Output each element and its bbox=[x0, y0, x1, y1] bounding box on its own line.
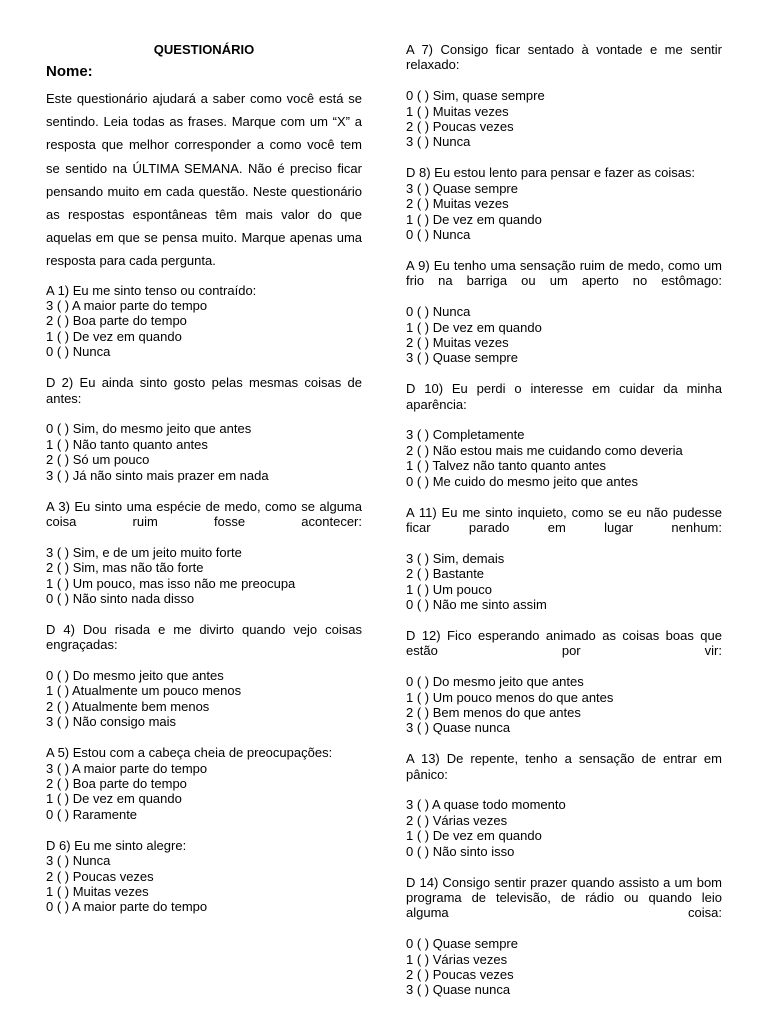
question-text: D 10) Eu perdi o interesse em cuidar da minha aparência: bbox=[406, 381, 722, 412]
answer-option[interactable]: 2 ( ) Poucas vezes bbox=[406, 119, 514, 135]
question-a13 bbox=[406, 751, 722, 859]
answer-option[interactable]: 3 ( ) Quase sempre bbox=[406, 180, 518, 196]
answer-option[interactable]: 1 ( ) Um pouco, mas isso não me preocupa bbox=[46, 575, 296, 591]
answer-option[interactable]: 2 ( ) Várias vezes bbox=[406, 812, 508, 828]
left-column bbox=[46, 42, 362, 930]
answer-option[interactable]: 2 ( ) Muitas vezes bbox=[406, 196, 509, 212]
answer-option[interactable]: 0 ( ) Raramente bbox=[46, 806, 138, 822]
answer-option[interactable]: 1 ( ) Não tanto quanto antes bbox=[46, 436, 208, 452]
question-a7 bbox=[406, 42, 722, 150]
answer-option[interactable]: 3 ( ) Sim, e de um jeito muito forte bbox=[46, 544, 242, 560]
question-d14 bbox=[406, 875, 722, 998]
question-text: D 6) Eu me sinto alegre: bbox=[46, 837, 187, 853]
answer-option[interactable]: 0 ( ) Do mesmo jeito que antes bbox=[46, 668, 224, 684]
question-a5 bbox=[46, 745, 362, 822]
page-title: QUESTIONÁRIO bbox=[153, 42, 255, 57]
answer-option[interactable]: 0 ( ) Quase sempre bbox=[406, 936, 518, 952]
answer-option[interactable]: 0 ( ) Não sinto nada disso bbox=[46, 590, 195, 606]
answer-option[interactable]: 3 ( ) Nunca bbox=[406, 134, 471, 150]
answer-option[interactable]: 3 ( ) Completamente bbox=[406, 427, 525, 443]
answer-option[interactable]: 3 ( ) Quase nunca bbox=[406, 982, 511, 998]
question-text: A 7) Consigo ficar sentado à vontade e me sentir relaxado: bbox=[406, 42, 722, 73]
answer-option[interactable]: 3 ( ) Sim, demais bbox=[406, 550, 505, 566]
answer-option[interactable]: 0 ( ) A maior parte do tempo bbox=[46, 899, 208, 915]
answer-option[interactable]: 1 ( ) Talvez não tanto quanto antes bbox=[406, 458, 606, 474]
answer-option[interactable]: 0 ( ) Nunca bbox=[406, 226, 471, 242]
answer-option[interactable]: 0 ( ) Me cuido do mesmo jeito que antes bbox=[406, 473, 638, 489]
question-text: A 11) Eu me sinto inquieto, como se eu não pudesse ficar parado em lugar nenhum: bbox=[406, 504, 722, 535]
answer-option[interactable]: 0 ( ) Sim, quase sempre bbox=[406, 88, 545, 104]
answer-option[interactable]: 0 ( ) Nunca bbox=[406, 304, 471, 320]
answer-option[interactable]: 1 ( ) Muitas vezes bbox=[46, 883, 149, 899]
question-text: A 9) Eu tenho uma sensação ruim de medo, como um frio na barriga ou um aperto no estômago: bbox=[406, 257, 722, 289]
answer-option[interactable]: 3 ( ) A quase todo momento bbox=[406, 797, 566, 813]
answer-option[interactable]: 2 ( ) Poucas vezes bbox=[46, 868, 154, 884]
answer-option[interactable]: 1 ( ) Várias vezes bbox=[406, 951, 508, 967]
question-a1 bbox=[46, 283, 362, 360]
answer-option[interactable]: 2 ( ) Poucas vezes bbox=[406, 967, 514, 983]
question-text: D 4) Dou risada e me divirto quando vejo coisas engraçadas: bbox=[46, 621, 362, 653]
question-d6 bbox=[46, 838, 362, 915]
answer-option[interactable]: 3 ( ) Quase sempre bbox=[406, 350, 518, 366]
answer-option[interactable]: 2 ( ) Bem menos do que antes bbox=[406, 704, 581, 720]
answer-option[interactable]: 1 ( ) De vez em quando bbox=[406, 828, 542, 844]
answer-option[interactable]: 2 ( ) Boa parte do tempo bbox=[46, 776, 187, 791]
question-d8 bbox=[406, 165, 722, 242]
answer-option[interactable]: 1 ( ) De vez em quando bbox=[46, 791, 182, 807]
question-text: D 2) Eu ainda sinto gosto pelas mesmas coisas de antes: bbox=[46, 375, 362, 406]
answer-option[interactable]: 0 ( ) Não me sinto assim bbox=[406, 597, 547, 612]
answer-option[interactable]: 0 ( ) Nunca bbox=[46, 344, 111, 360]
answer-option[interactable]: 2 ( ) Muitas vezes bbox=[406, 334, 509, 350]
answer-option[interactable]: 0 ( ) Sim, do mesmo jeito que antes bbox=[46, 421, 252, 437]
answer-option[interactable]: 3 ( ) A maior parte do tempo bbox=[46, 298, 208, 314]
question-text: A 5) Estou com a cabeça cheia de preocupações: bbox=[46, 745, 333, 761]
question-text: D 12) Fico esperando animado as coisas boas que estão por vir: bbox=[406, 627, 722, 659]
question-text: A 13) De repente, tenho a sensação de entrar em pânico: bbox=[406, 751, 722, 782]
intro-paragraph: Este questionário ajudará a saber como você está se sentindo. Leia todas as frases. Marque com um “X” a resposta que melhor corresponder a como você tem se sentido na ÚLTIMA SEMANA. Não é preciso ficar pensando muito em cada questão. Neste questionário as respostas espontâneas têm mais valor do que aquelas em que se pensa muito. Marque apenas uma resposta para cada pergunta. bbox=[46, 91, 362, 269]
answer-option[interactable]: 1 ( ) Atualmente um pouco menos bbox=[46, 683, 242, 699]
right-column bbox=[406, 42, 722, 1013]
answer-option[interactable]: 3 ( ) Não consigo mais bbox=[46, 714, 177, 730]
question-text: D 14) Consigo sentir prazer quando assisto a um bom programa de televisão, de rádio ou quando leio alguma coisa: bbox=[406, 874, 722, 921]
question-text: A 1) Eu me sinto tenso ou contraído: bbox=[46, 282, 257, 298]
answer-option[interactable]: 0 ( ) Do mesmo jeito que antes bbox=[406, 674, 584, 690]
answer-option[interactable]: 3 ( ) Quase nunca bbox=[406, 720, 511, 736]
answer-option[interactable]: 2 ( ) Bastante bbox=[406, 566, 485, 582]
answer-option[interactable]: 1 ( ) De vez em quando bbox=[406, 211, 542, 227]
answer-option[interactable]: 3 ( ) Já não sinto mais prazer em nada bbox=[46, 467, 269, 483]
question-text: A 3) Eu sinto uma espécie de medo, como se alguma coisa ruim fosse acontecer: bbox=[46, 498, 362, 529]
answer-option[interactable]: 0 ( ) Não sinto isso bbox=[406, 843, 515, 859]
answer-option[interactable]: 1 ( ) De vez em quando bbox=[46, 328, 182, 344]
answer-option[interactable]: 2 ( ) Atualmente bem menos bbox=[46, 698, 210, 714]
answer-option[interactable]: 2 ( ) Não estou mais me cuidando como deveria bbox=[406, 442, 683, 458]
answer-option[interactable]: 1 ( ) Um pouco menos do que antes bbox=[406, 689, 614, 705]
answer-option[interactable]: 2 ( ) Boa parte do tempo bbox=[46, 313, 187, 329]
answer-option[interactable]: 3 ( ) Nunca bbox=[46, 853, 111, 869]
answer-option[interactable]: 1 ( ) De vez em quando bbox=[406, 319, 542, 335]
answer-option[interactable]: 2 ( ) Só um pouco bbox=[46, 452, 150, 468]
question-text: D 8) Eu estou lento para pensar e fazer as coisas: bbox=[406, 165, 696, 181]
question-d4 bbox=[46, 622, 362, 730]
name-label: Nome: bbox=[46, 63, 93, 80]
answer-option[interactable]: 2 ( ) Sim, mas não tão forte bbox=[46, 560, 204, 576]
question-a11 bbox=[406, 505, 722, 613]
question-d2 bbox=[46, 375, 362, 483]
answer-option[interactable]: 3 ( ) A maior parte do tempo bbox=[46, 760, 208, 776]
question-d10 bbox=[406, 381, 722, 489]
question-d12 bbox=[406, 628, 722, 736]
answer-option[interactable]: 1 ( ) Um pouco bbox=[406, 581, 492, 597]
answer-option[interactable]: 1 ( ) Muitas vezes bbox=[406, 103, 509, 119]
question-a3 bbox=[46, 499, 362, 607]
question-a9 bbox=[406, 258, 722, 366]
